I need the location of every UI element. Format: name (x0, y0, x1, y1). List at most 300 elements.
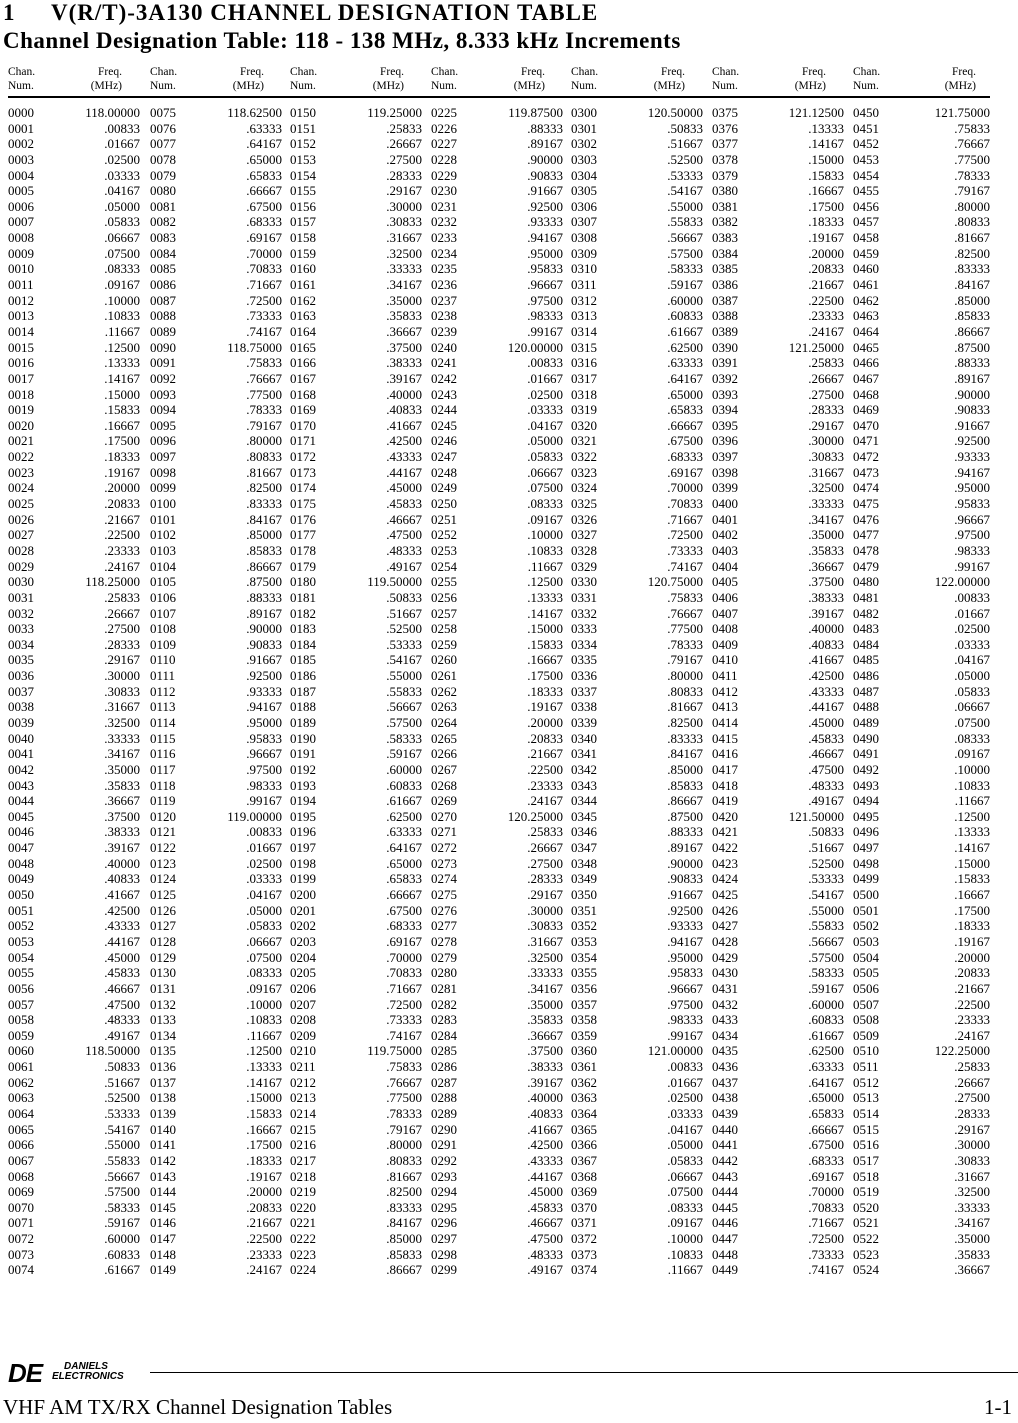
table-row (853, 1231, 990, 1247)
table-row (431, 496, 563, 512)
channel-number: 0094 (150, 402, 176, 418)
channel-number: 0031 (8, 589, 34, 605)
frequency-value: .32500 (527, 949, 563, 965)
table-row (571, 136, 703, 152)
frequency-value: .94167 (954, 464, 990, 480)
table-row (853, 621, 990, 637)
table-row (290, 965, 422, 981)
table-row (8, 324, 140, 340)
frequency-value: .13333 (808, 120, 844, 136)
channel-number: 0410 (712, 652, 738, 668)
channel-number: 0026 (8, 511, 34, 527)
table-row (150, 950, 282, 966)
frequency-value: .19167 (527, 699, 563, 715)
channel-number: 0099 (150, 480, 176, 496)
table-row (431, 793, 563, 809)
table-row (853, 746, 990, 762)
channel-number: 0121 (150, 824, 176, 840)
frequency-value: .10000 (527, 527, 563, 543)
frequency-value: .69167 (667, 464, 703, 480)
frequency-value: .33333 (104, 730, 140, 746)
table-row (712, 809, 844, 825)
channel-number: 0487 (853, 683, 879, 699)
channel-number: 0379 (712, 167, 738, 183)
frequency-value: .46667 (104, 980, 140, 996)
frequency-value: .49167 (527, 1262, 563, 1278)
channel-number: 0155 (290, 183, 316, 199)
channel-number: 0306 (571, 198, 597, 214)
channel-number: 0520 (853, 1199, 879, 1215)
channel-number: 0287 (431, 1074, 457, 1090)
table-row (290, 1231, 422, 1247)
frequency-value: .35000 (527, 996, 563, 1012)
table-row (712, 965, 844, 981)
frequency-value: .42500 (808, 668, 844, 684)
frequency-value: 119.50000 (367, 574, 422, 590)
channel-number: 0186 (290, 668, 316, 684)
frequency-value: .25833 (104, 589, 140, 605)
table-row (571, 512, 703, 528)
table-row (150, 637, 282, 653)
frequency-value: .02500 (246, 855, 282, 871)
frequency-value: .54167 (104, 1121, 140, 1137)
channel-number: 0018 (8, 386, 34, 402)
frequency-value: .67500 (386, 902, 422, 918)
frequency-value: .56667 (386, 699, 422, 715)
channel-number: 0344 (571, 793, 597, 809)
channel-number: 0002 (8, 136, 34, 152)
table-row (290, 402, 422, 418)
table-row (290, 903, 422, 919)
channel-number: 0433 (712, 1012, 738, 1028)
table-row (8, 105, 140, 121)
channel-number: 0280 (431, 965, 457, 981)
frequency-value: .95833 (527, 261, 563, 277)
frequency-value: .64167 (386, 840, 422, 856)
table-row (712, 606, 844, 622)
channel-number: 0207 (290, 996, 316, 1012)
frequency-value: .27500 (808, 386, 844, 402)
frequency-value: .71667 (246, 277, 282, 293)
frequency-value: .36667 (104, 793, 140, 809)
channel-number: 0484 (853, 636, 879, 652)
table-row (8, 778, 140, 794)
table-row (150, 246, 282, 262)
frequency-value: .68333 (808, 1152, 844, 1168)
table-row (571, 871, 703, 887)
table-row (853, 1043, 990, 1059)
channel-number: 0300 (571, 105, 597, 120)
table-row (853, 684, 990, 700)
table-row (8, 731, 140, 747)
frequency-value: .18333 (104, 449, 140, 465)
channel-number: 0052 (8, 918, 34, 934)
table-row (853, 324, 990, 340)
frequency-value: .18333 (808, 214, 844, 230)
frequency-value: .65000 (386, 855, 422, 871)
table-row (431, 1184, 563, 1200)
table-row (571, 637, 703, 653)
frequency-value: .05000 (246, 902, 282, 918)
channel-number: 0362 (571, 1074, 597, 1090)
channel-number: 0022 (8, 449, 34, 465)
table-row (8, 652, 140, 668)
frequency-value: .59167 (104, 1215, 140, 1231)
table-row (150, 903, 282, 919)
channel-number: 0201 (290, 902, 316, 918)
table-row (712, 590, 844, 606)
channel-number: 0130 (150, 965, 176, 981)
channel-number: 0101 (150, 511, 176, 527)
channel-number: 0403 (712, 542, 738, 558)
channel-number: 0175 (290, 496, 316, 512)
frequency-value: .20833 (246, 1199, 282, 1215)
frequency-value: .07500 (954, 714, 990, 730)
frequency-value: .74167 (667, 558, 703, 574)
frequency-value: .40833 (386, 402, 422, 418)
frequency-value: .13333 (527, 589, 563, 605)
table-row (853, 340, 990, 356)
table-row (571, 997, 703, 1013)
table-row (712, 293, 844, 309)
table-row (8, 793, 140, 809)
table-row (571, 1247, 703, 1263)
frequency-value: .52500 (667, 151, 703, 167)
frequency-value: .24167 (808, 323, 844, 339)
table-row (571, 308, 703, 324)
frequency-value: .11667 (104, 323, 140, 339)
channel-number: 0329 (571, 558, 597, 574)
table-row (290, 418, 422, 434)
channel-number: 0341 (571, 746, 597, 762)
channel-number: 0125 (150, 887, 176, 903)
table-row (431, 199, 563, 215)
channel-number: 0113 (150, 699, 176, 715)
table-row (853, 465, 990, 481)
frequency-value: .24167 (954, 1027, 990, 1043)
table-row (712, 840, 844, 856)
table-row (571, 340, 703, 356)
frequency-value: .87500 (246, 574, 282, 590)
table-row (712, 1169, 844, 1185)
frequency-value: .07500 (667, 1184, 703, 1200)
table-row (431, 168, 563, 184)
table-row (290, 168, 422, 184)
frequency-value: .02500 (954, 621, 990, 637)
table-row (8, 840, 140, 856)
table-row (712, 340, 844, 356)
channel-number: 0274 (431, 871, 457, 887)
channel-number: 0142 (150, 1152, 176, 1168)
table-row (290, 480, 422, 496)
table-row (8, 496, 140, 512)
channel-number: 0370 (571, 1199, 597, 1215)
table-row (8, 1215, 140, 1231)
freq-header: Freq. (MHz) (372, 66, 404, 92)
channel-number: 0154 (290, 167, 316, 183)
table-row (431, 574, 563, 590)
frequency-value: .90000 (527, 151, 563, 167)
frequency-value: .63333 (667, 355, 703, 371)
channel-number: 0091 (150, 355, 176, 371)
table-row (571, 1231, 703, 1247)
table-row (150, 355, 282, 371)
frequency-value: 120.25000 (507, 808, 563, 824)
table-row (290, 1247, 422, 1263)
channel-number: 0331 (571, 589, 597, 605)
table-row (853, 214, 990, 230)
table-row (431, 1028, 563, 1044)
table-row (853, 449, 990, 465)
frequency-value: .22500 (808, 292, 844, 308)
table-row (853, 699, 990, 715)
table-row (712, 1231, 844, 1247)
frequency-value: .65833 (667, 402, 703, 418)
frequency-value: .73333 (386, 1012, 422, 1028)
table-row (150, 1247, 282, 1263)
channel-number: 0145 (150, 1199, 176, 1215)
table-row (431, 246, 563, 262)
channel-number: 0267 (431, 761, 457, 777)
table-row (8, 559, 140, 575)
channel-number: 0234 (431, 245, 457, 261)
frequency-value: .74167 (808, 1262, 844, 1278)
frequency-value: .09167 (667, 1215, 703, 1231)
channel-number: 0326 (571, 511, 597, 527)
table-row (712, 746, 844, 762)
table-row (8, 121, 140, 137)
table-row (290, 1043, 422, 1059)
frequency-value: .31667 (808, 464, 844, 480)
table-row (431, 684, 563, 700)
table-row (853, 574, 990, 590)
frequency-value: .46667 (808, 746, 844, 762)
table-row (8, 355, 140, 371)
table-row (8, 1137, 140, 1153)
channel-number: 0185 (290, 652, 316, 668)
table-row (571, 1153, 703, 1169)
frequency-value: .98333 (246, 777, 282, 793)
channel-number: 0522 (853, 1231, 879, 1247)
channel-number: 0451 (853, 120, 879, 136)
frequency-value: .13333 (104, 355, 140, 371)
channel-number: 0092 (150, 370, 176, 386)
table-row (8, 824, 140, 840)
table-row (853, 1122, 990, 1138)
frequency-value: .23333 (527, 777, 563, 793)
channel-number: 0278 (431, 933, 457, 949)
frequency-value: .53333 (104, 1106, 140, 1121)
table-row (290, 699, 422, 715)
channel-number: 0317 (571, 370, 597, 386)
frequency-value: .15000 (104, 386, 140, 402)
table-row (150, 1028, 282, 1044)
frequency-value: .18333 (246, 1152, 282, 1168)
channel-number: 0429 (712, 949, 738, 965)
frequency-value: .08333 (527, 496, 563, 512)
freq-header: Freq. (MHz) (794, 66, 826, 92)
channel-number: 0479 (853, 558, 879, 574)
table-row (853, 246, 990, 262)
channel-number: 0219 (290, 1184, 316, 1200)
frequency-value: .14167 (954, 840, 990, 856)
table-row (150, 183, 282, 199)
channel-number: 0236 (431, 277, 457, 293)
channel-number: 0040 (8, 730, 34, 746)
channel-number: 0229 (431, 167, 457, 183)
channel-number: 0270 (431, 808, 457, 824)
table-row (150, 230, 282, 246)
table-row (571, 261, 703, 277)
table-row (571, 715, 703, 731)
channel-number: 0483 (853, 621, 879, 637)
channel-number: 0248 (431, 464, 457, 480)
channel-number: 0085 (150, 261, 176, 277)
frequency-value: .04167 (954, 652, 990, 668)
channel-number: 0066 (8, 1137, 34, 1153)
channel-number: 0157 (290, 214, 316, 230)
frequency-value: .57500 (808, 949, 844, 965)
channel-number: 0269 (431, 793, 457, 809)
channel-number: 0137 (150, 1074, 176, 1090)
frequency-value: .31667 (527, 933, 563, 949)
table-row (290, 136, 422, 152)
table-row (8, 574, 140, 590)
frequency-value: .00833 (527, 355, 563, 371)
table-row (571, 840, 703, 856)
table-row (431, 606, 563, 622)
frequency-value: .21667 (104, 511, 140, 527)
channel-number: 0001 (8, 120, 34, 136)
channel-number: 0314 (571, 323, 597, 339)
frequency-value: .38333 (808, 589, 844, 605)
frequency-value: .39167 (386, 370, 422, 386)
frequency-value: .91667 (246, 652, 282, 668)
frequency-value: .90000 (954, 386, 990, 402)
table-row (431, 152, 563, 168)
channel-number: 0105 (150, 574, 176, 590)
frequency-value: .15833 (104, 402, 140, 418)
frequency-value: .02500 (527, 386, 563, 402)
table-row (853, 543, 990, 559)
channel-number: 0203 (290, 933, 316, 949)
frequency-value: .23333 (104, 542, 140, 558)
frequency-value: .62500 (808, 1043, 844, 1059)
channel-number: 0334 (571, 636, 597, 652)
table-row (150, 590, 282, 606)
table-row (8, 1231, 140, 1247)
table-row (712, 1153, 844, 1169)
channel-number: 0256 (431, 589, 457, 605)
frequency-value: .19167 (246, 1168, 282, 1184)
table-row (571, 934, 703, 950)
channel-number: 0523 (853, 1246, 879, 1262)
channel-number: 0217 (290, 1152, 316, 1168)
table-row (853, 277, 990, 293)
frequency-value: .06667 (667, 1168, 703, 1184)
frequency-value: .39167 (808, 605, 844, 621)
table-row (8, 277, 140, 293)
frequency-value: .97500 (667, 996, 703, 1012)
frequency-value: .32500 (954, 1184, 990, 1200)
table-row (431, 512, 563, 528)
channel-number: 0351 (571, 902, 597, 918)
frequency-value: .55000 (386, 668, 422, 684)
table-row (712, 1137, 844, 1153)
channel-number: 0402 (712, 527, 738, 543)
table-row (712, 1200, 844, 1216)
frequency-value: .72500 (246, 292, 282, 308)
frequency-value: .72500 (667, 527, 703, 543)
channel-number: 0213 (290, 1090, 316, 1106)
channel-number: 0421 (712, 824, 738, 840)
frequency-value: .19167 (808, 230, 844, 246)
table-row (290, 1153, 422, 1169)
frequency-value: .43333 (386, 449, 422, 465)
table-row (150, 136, 282, 152)
channel-number: 0365 (571, 1121, 597, 1137)
table-row (150, 340, 282, 356)
table-row (853, 387, 990, 403)
channel-number: 0505 (853, 965, 879, 981)
channel-number: 0242 (431, 370, 457, 386)
frequency-value: .47500 (386, 527, 422, 543)
frequency-value: .18333 (527, 683, 563, 699)
channel-number: 0093 (150, 386, 176, 402)
channel-number: 0048 (8, 855, 34, 871)
channel-number: 0426 (712, 902, 738, 918)
channel-number: 0469 (853, 402, 879, 418)
frequency-value: .20000 (954, 949, 990, 965)
frequency-value: .30833 (104, 683, 140, 699)
frequency-value: .43333 (527, 1152, 563, 1168)
frequency-value: .37500 (527, 1043, 563, 1059)
frequency-value: .31667 (386, 230, 422, 246)
frequency-value: .80833 (667, 683, 703, 699)
channel-number: 0247 (431, 449, 457, 465)
channel-number: 0114 (150, 714, 176, 730)
channel-number: 0118 (150, 777, 176, 793)
table-row (290, 997, 422, 1013)
logo-line2: ELECTRONICS (52, 1371, 124, 1382)
frequency-value: .48333 (386, 542, 422, 558)
frequency-value: .42500 (104, 902, 140, 918)
table-row (571, 887, 703, 903)
channel-number: 0209 (290, 1027, 316, 1043)
table-row (571, 981, 703, 997)
channel-number: 0459 (853, 245, 879, 261)
table-row (712, 918, 844, 934)
table-row (431, 856, 563, 872)
channel-number: 0378 (712, 151, 738, 167)
table-row (571, 778, 703, 794)
channel-number: 0524 (853, 1262, 879, 1278)
table-row (853, 355, 990, 371)
channel-number: 0235 (431, 261, 457, 277)
table-row (150, 1169, 282, 1185)
table-row (8, 293, 140, 309)
table-row (712, 684, 844, 700)
table-row (712, 136, 844, 152)
frequency-value: .48333 (104, 1012, 140, 1028)
frequency-value: .45833 (386, 496, 422, 512)
channel-number: 0053 (8, 933, 34, 949)
table-row (712, 856, 844, 872)
frequency-value: .94167 (667, 933, 703, 949)
table-row (431, 543, 563, 559)
table-row (8, 152, 140, 168)
table-row (290, 214, 422, 230)
